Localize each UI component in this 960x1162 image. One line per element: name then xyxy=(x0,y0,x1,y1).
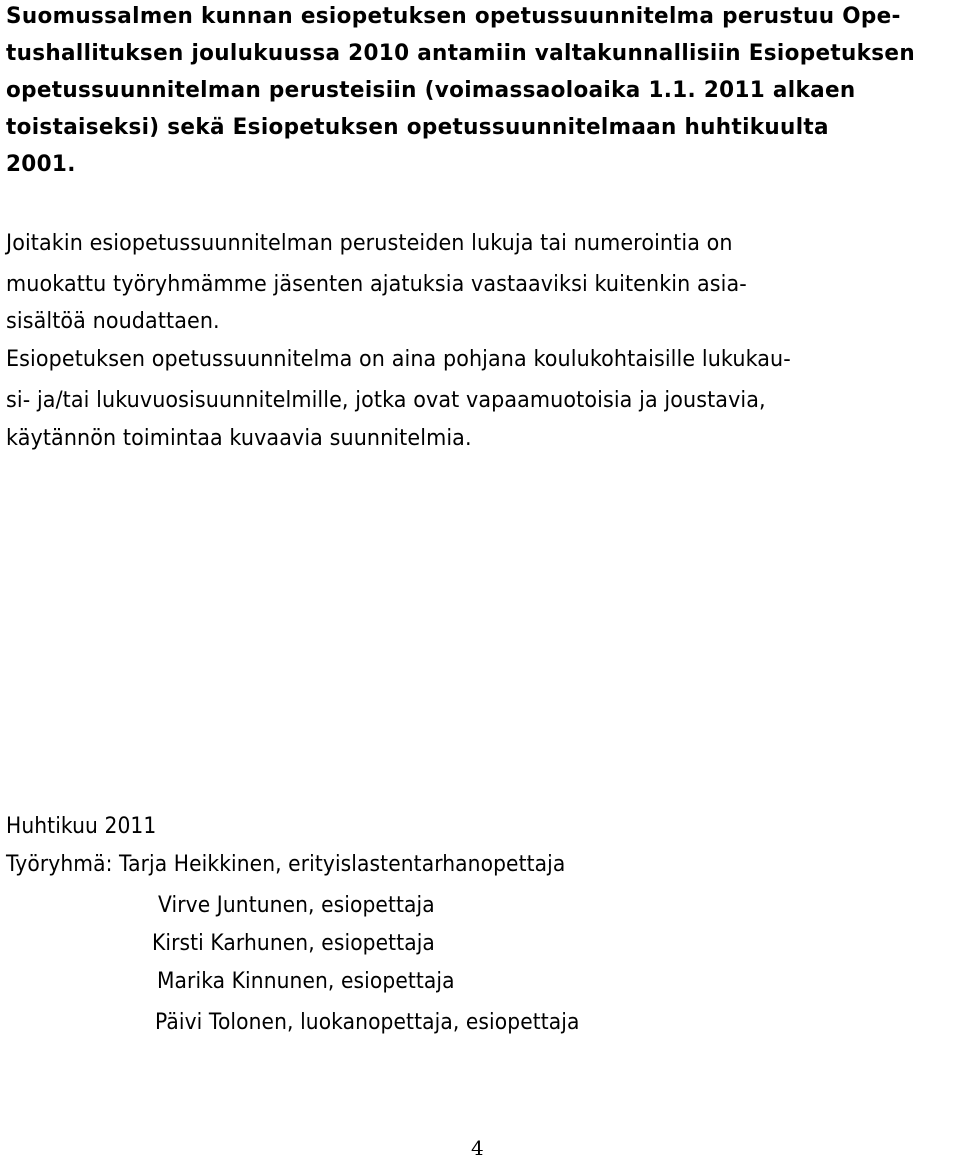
text-line: Suomussalmen kunnan esiopetuksen opetussuunnitelma perustuu Ope- xyxy=(6,3,901,29)
working-group-line: Työryhmä: Tarja Heikkinen, erityislastentarhanopettaja xyxy=(6,851,566,877)
member-line: Marika Kinnunen, esiopettaja xyxy=(157,968,455,994)
text-line: sisältöä noudattaen. xyxy=(6,308,220,334)
text-line: Esiopetuksen opetussuunnitelma on aina pohjana koulukohtaisille lukukau- xyxy=(6,346,791,372)
text-line: si- ja/tai lukuvuosisuunnitelmille, jotka ovat vapaamuotoisia ja joustavia, xyxy=(6,387,766,413)
text-line: Joitakin esiopetussuunnitelman perusteiden lukuja tai numerointia on xyxy=(6,230,733,256)
page-number: 4 xyxy=(471,1136,484,1160)
text-line: toistaiseksi) sekä Esiopetuksen opetussuunnitelmaan huhtikuulta xyxy=(6,114,829,140)
text-line: tushallituksen joulukuussa 2010 antamiin valtakunnallisiin Esiopetuksen xyxy=(6,40,916,66)
text-line: opetussuunnitelman perusteisiin (voimassaoloaika 1.1. 2011 alkaen xyxy=(6,77,856,103)
member-line: Virve Juntunen, esiopettaja xyxy=(158,892,435,918)
text-line: muokattu työryhmämme jäsenten ajatuksia vastaaviksi kuitenkin asia- xyxy=(6,271,747,297)
text-line: 2001. xyxy=(6,151,76,177)
member-line: Päivi Tolonen, luokanopettaja, esiopettaja xyxy=(155,1009,580,1035)
text-line: käytännön toimintaa kuvaavia suunnitelmia. xyxy=(6,425,472,451)
member-line: Kirsti Karhunen, esiopettaja xyxy=(152,930,435,956)
date-line: Huhtikuu 2011 xyxy=(6,813,157,839)
